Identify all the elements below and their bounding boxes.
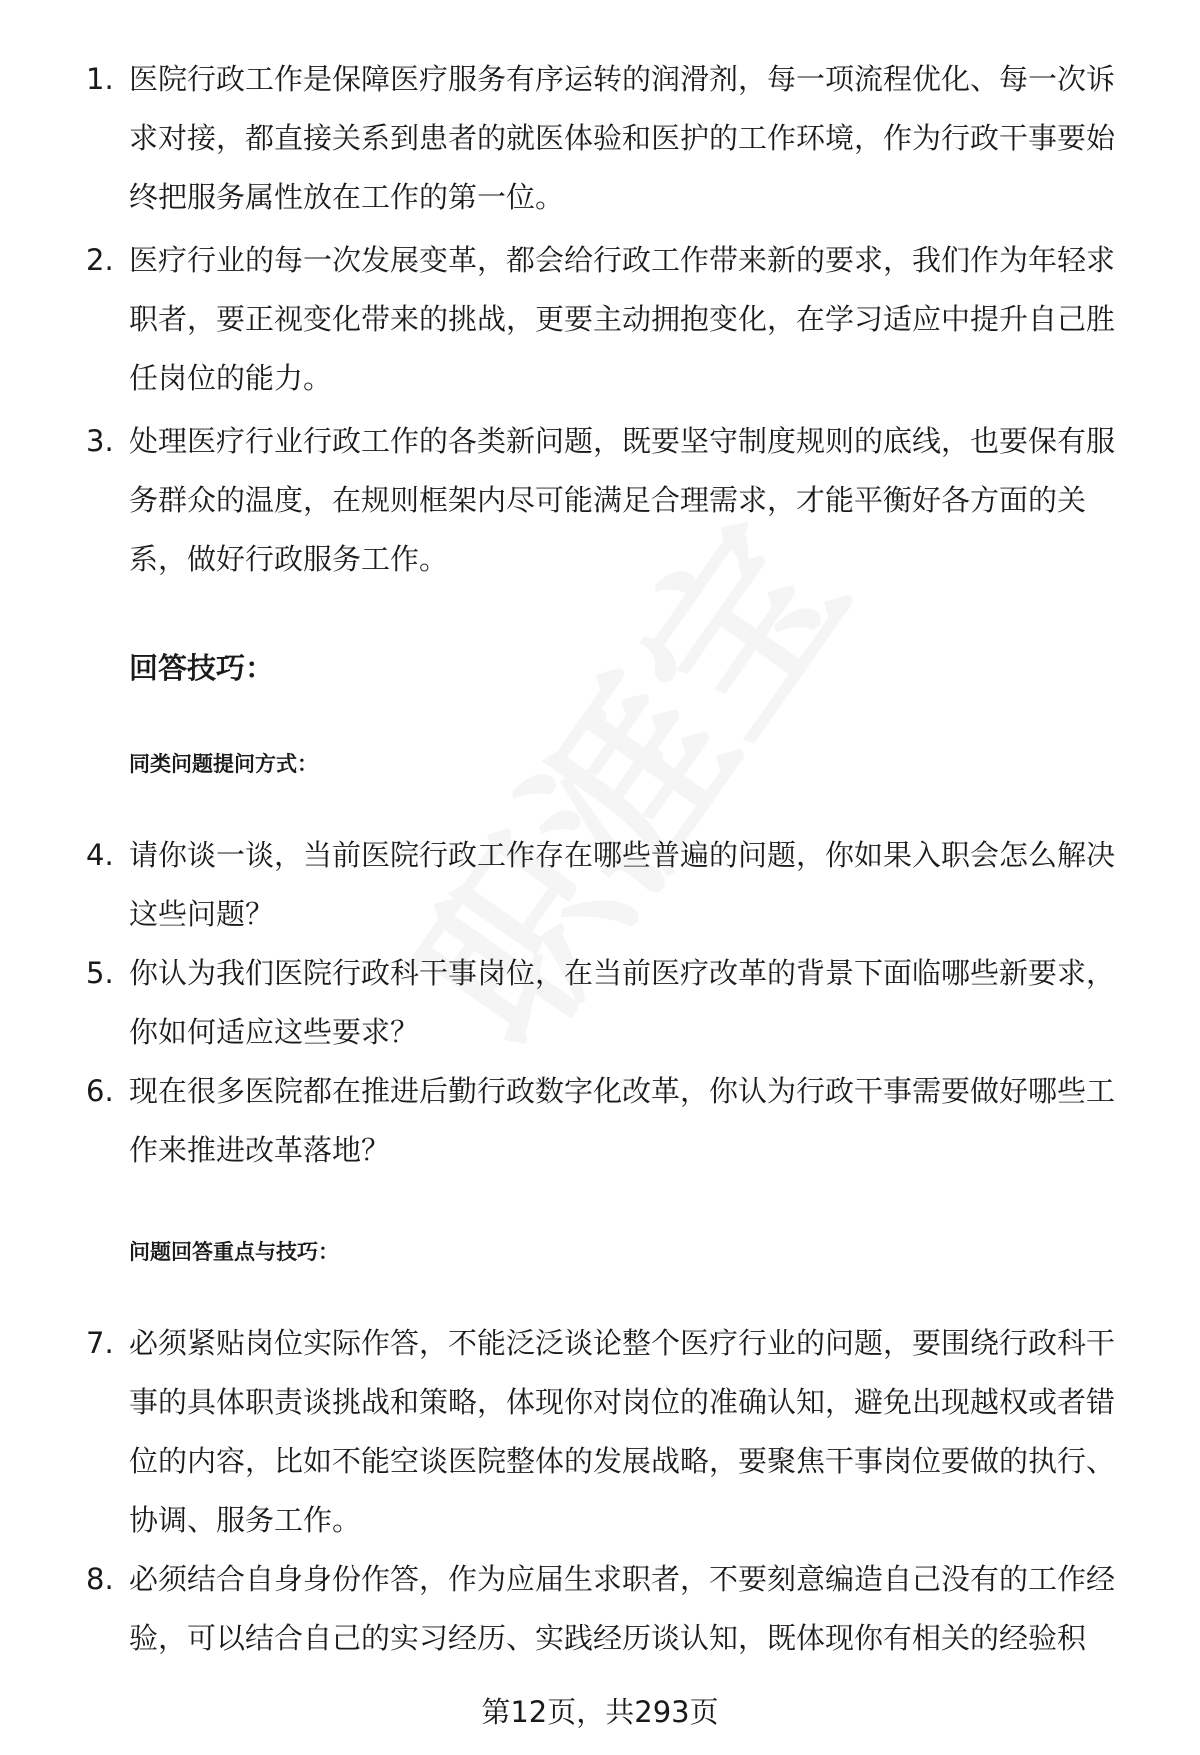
item-text: 医院行政工作是保障医疗服务有序运转的润滑剂，每一项流程优化、每一次诉求对接，都直接关系到患者的就医体验和医护的工作环境，作为行政干事要始终把服务属性放在工作的第一位。 — [129, 62, 1116, 214]
tip-list — [80, 1314, 1140, 1668]
item-number: 8. — [86, 1562, 114, 1596]
list-item — [80, 50, 1140, 227]
section-title: 回答技巧： — [129, 651, 275, 685]
item-text: 请你谈一谈，当前医院行政工作存在哪些普遍的问题，你如果入职会怎么解决这些问题？ — [129, 838, 1116, 931]
list-item — [80, 1550, 1140, 1668]
question-list — [80, 826, 1140, 1180]
list-item — [80, 412, 1140, 589]
item-number: 2. — [86, 243, 114, 277]
page-footer: 第12页，共293页 — [481, 1695, 719, 1729]
item-number: 1. — [86, 62, 114, 96]
item-text: 必须结合自身身份作答，作为应届生求职者，不要刻意编造自己没有的工作经验，可以结合自己的实习经历、实践经历谈认知，既体现你有相关的经验积 — [129, 1562, 1116, 1655]
item-text: 你认为我们医院行政科干事岗位，在当前医疗改革的背景下面临哪些新要求，你如何适应这些要求？ — [129, 956, 1116, 1049]
item-text: 处理医疗行业行政工作的各类新问题，既要坚守制度规则的底线，也要保有服务群众的温度，在规则框架内尽可能满足合理需求，才能平衡好各方面的关系，做好行政服务工作。 — [129, 424, 1116, 576]
item-number: 5. — [86, 956, 114, 990]
list-item — [80, 826, 1140, 944]
list-item — [80, 1314, 1140, 1550]
item-text: 必须紧贴岗位实际作答，不能泛泛谈论整个医疗行业的问题，要围绕行政科干事的具体职责谈挑战和策略，体现你对岗位的准确认知，避免出现越权或者错位的内容，比如不能空谈医院整体的发展战略，要聚焦干事岗位要做的执行、协调、服务工作。 — [129, 1326, 1116, 1537]
list-item — [80, 1062, 1140, 1180]
subsection-title: 问题回答重点与技巧： — [129, 1240, 339, 1264]
subsection-title: 同类问题提问方式： — [129, 752, 318, 776]
item-text: 现在很多医院都在推进后勤行政数字化改革，你认为行政干事需要做好哪些工作来推进改革落地？ — [129, 1074, 1116, 1167]
item-number: 4. — [86, 838, 114, 872]
list-item — [80, 944, 1140, 1062]
item-number: 3. — [86, 424, 114, 458]
top-list — [80, 50, 1140, 589]
item-text: 医疗行业的每一次发展变革，都会给行政工作带来新的要求，我们作为年轻求职者，要正视变化带来的挑战，更要主动拥抱变化，在学习适应中提升自己胜任岗位的能力。 — [129, 243, 1116, 395]
item-number: 7. — [86, 1326, 114, 1360]
item-number: 6. — [86, 1074, 114, 1108]
list-item — [80, 231, 1140, 408]
